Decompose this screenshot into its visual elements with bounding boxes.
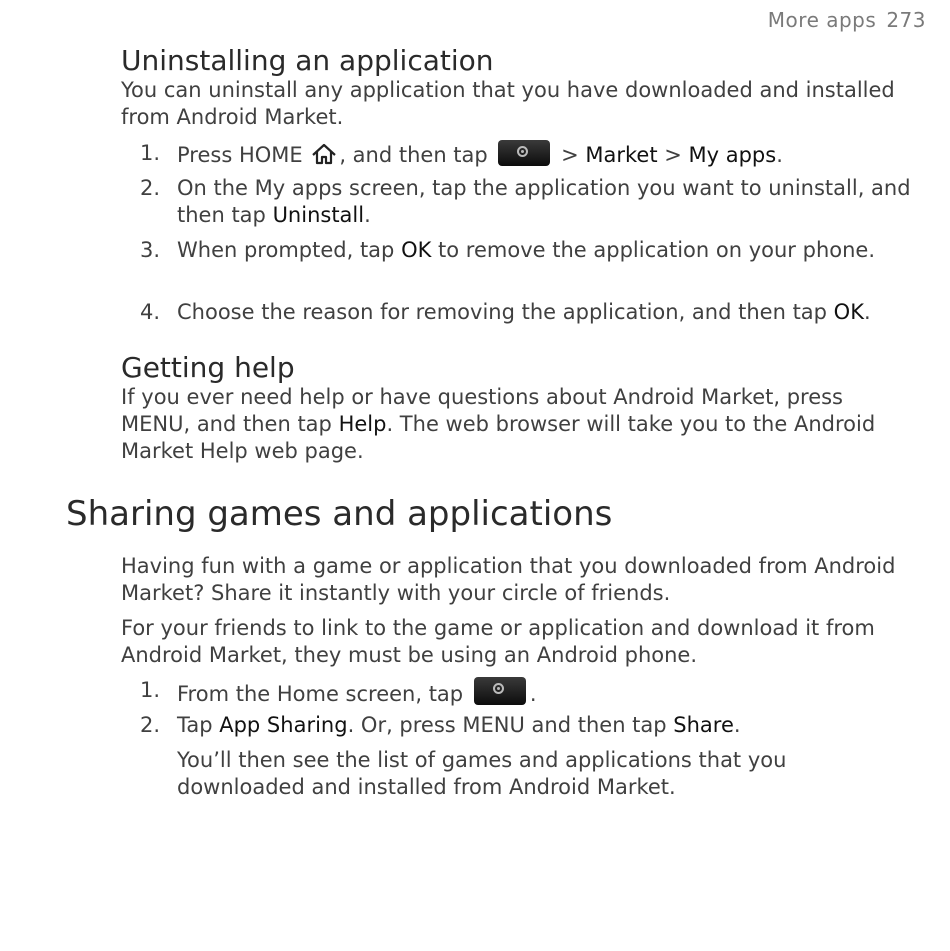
sharing-heading: Sharing games and applications: [66, 494, 613, 534]
step-number: 3.: [140, 238, 161, 262]
uninstall-step-4: 4. Choose the reason for removing the application, and then tap OK.: [140, 300, 871, 324]
step-number: 2.: [140, 176, 161, 200]
step-number: 4.: [140, 300, 161, 324]
uninstall-intro: You can uninstall any application that you have downloaded and installed from Android Market.: [121, 78, 895, 129]
ui-term: OK: [833, 300, 864, 324]
sharing-step-2: 2. Tap App Sharing. Or, press MENU and then tap Share.: [140, 713, 741, 737]
ui-term: Help: [338, 412, 387, 436]
home-icon: [311, 143, 337, 165]
all-apps-button-icon: [498, 140, 550, 166]
uninstall-step-1: 1. Press HOME , and then tap > Market > My apps.: [140, 141, 783, 167]
ui-term: Share: [673, 713, 734, 737]
all-apps-button-icon: [474, 677, 526, 705]
step-number: 1.: [140, 678, 161, 702]
sharing-para-1: Having fun with a game or application that you downloaded from Android Market? Share it instantly with your circle of friends.: [121, 554, 896, 605]
ui-term: My apps: [688, 143, 777, 167]
ui-term: Uninstall: [272, 203, 365, 227]
uninstall-step-2: 2. On the My apps screen, tap the application you want to uninstall, and then tap Uninstall.: [140, 176, 911, 227]
ui-term: OK: [401, 238, 432, 262]
ui-term: Market: [585, 143, 658, 167]
page-header: [768, 8, 926, 32]
ui-term: App Sharing: [219, 713, 348, 737]
section-name: More apps: [767, 8, 877, 32]
uninstall-step-3: 3. When prompted, tap OK to remove the application on your phone.: [140, 238, 875, 262]
sharing-note: You’ll then see the list of games and applications that you downloaded and installed from Android Market.: [177, 748, 787, 799]
sharing-step-1: 1. From the Home screen, tap .: [140, 678, 537, 706]
uninstall-heading: Uninstalling an application: [121, 44, 494, 77]
help-heading: Getting help: [121, 351, 295, 384]
step-number: 1.: [140, 141, 161, 165]
sharing-para-2: For your friends to link to the game or application and download it from Android Market, they must be using an Android phone.: [121, 616, 875, 667]
help-paragraph: If you ever need help or have questions about Android Market, press MENU, and then tap Help. The web browser will take you to the Android Market Help web page.: [121, 385, 876, 463]
page-number: 273: [886, 8, 926, 32]
step-number: 2.: [140, 713, 161, 737]
